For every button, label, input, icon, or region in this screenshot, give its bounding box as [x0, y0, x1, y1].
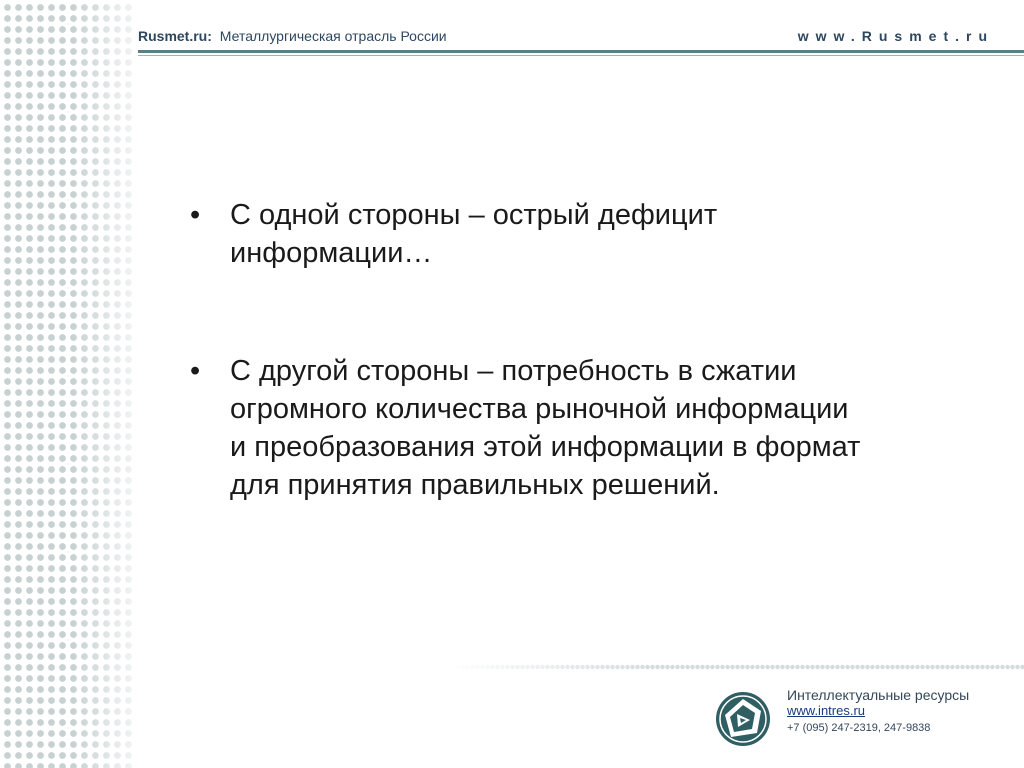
company-name: Интеллектуальные ресурсы	[787, 687, 970, 703]
bullet-line: информации…	[230, 237, 433, 269]
footer-dotted-divider	[450, 664, 1024, 670]
brand-description: Металлургическая отрасль России	[219, 28, 447, 44]
bullet-item	[186, 196, 986, 272]
header	[138, 28, 994, 48]
header-divider-thin	[138, 55, 1024, 56]
bullet-symbol: •	[190, 199, 201, 231]
bullet-line: огромного количества рыночной информации	[230, 393, 849, 425]
bullet-line: С одной стороны – острый дефицит	[230, 199, 718, 231]
bullet-symbol: •	[190, 355, 201, 387]
bullet-line: С другой стороны – потребность в сжатии	[230, 355, 797, 387]
intres-logo-icon	[714, 690, 772, 748]
bullet-item	[186, 352, 986, 504]
brand-name: Rusmet.ru:	[138, 28, 212, 44]
bullet-line: для принятия правильных решений.	[230, 469, 720, 501]
footer-contact	[787, 687, 969, 735]
site-url-link[interactable]: www.Rusmet.ru	[797, 28, 994, 44]
company-url-link[interactable]: www.intres.ru	[787, 703, 866, 718]
slide-content	[186, 196, 986, 504]
bullet-line: и преобразования этой информации в формат	[230, 431, 861, 463]
header-brand	[138, 28, 447, 44]
company-phone: +7 (095) 247-2319, 247-9838	[787, 722, 931, 734]
decorative-dot-pattern	[0, 0, 132, 768]
header-divider	[138, 50, 1024, 53]
